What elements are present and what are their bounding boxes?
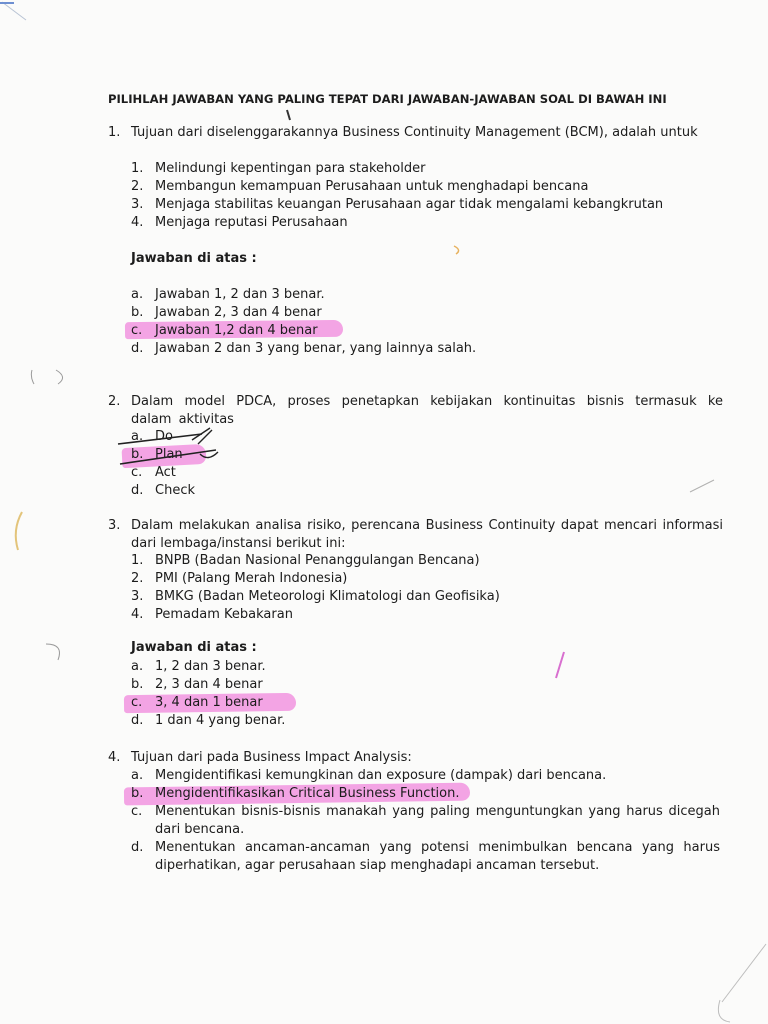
option-c[interactable]: c. Menentukan bisnis-bisnis manakah yang paling menguntungkan yang harus dicegah dari bencana. [131,804,720,837]
question-text: Dalam model PDCA, proses penetapkan kebijakan kontinuitas bisnis termasuk ke dalam aktivitas [131,394,723,427]
question-number: 1. [108,125,121,140]
question-4 [108,749,723,767]
yellow-dot-mark [452,244,464,256]
option-b[interactable]: b. Mengidentifikasikan Critical Business Function. [131,786,460,801]
ink-mark-title [284,108,294,124]
answer-label: Jawaban di atas : [131,251,257,266]
page-title: PILIHLAH JAWABAN YANG PALING TEPAT DARI JAWABAN-JAWABAN SOAL DI BAWAH INI [108,92,667,106]
question-number: 3. [108,518,121,533]
question-1 [108,124,723,142]
pink-mark-right [550,650,570,682]
pen-mark-top-left [0,0,30,24]
question-text: Tujuan dari pada Business Impact Analysis: [131,750,412,765]
yellow-mark-left [8,510,28,552]
question-text: Dalam melakukan analisa risiko, perencana Business Continuity dapat mencari informasi dari lembaga/instansi berikut ini: [131,518,723,551]
question-text: Tujuan dari diselenggarakannya Business Continuity Management (BCM), adalah untuk [131,125,698,140]
strikethrough-scribble [112,424,224,474]
pen-mark-left-2 [40,640,70,664]
pen-mark-bottom-right [704,940,768,1024]
tick-mark-right [688,478,716,494]
question-4-options [131,767,720,875]
question-number: 2. [108,394,121,409]
option-d[interactable]: d. Menentukan ancaman-ancaman yang potensi menimbulkan bencana yang harus diperhatikan, agar perusahaan siap menghadapi ancaman tersebut. [131,840,720,873]
question-number: 4. [108,750,121,765]
question-3 [108,517,723,553]
answer-label: Jawaban di atas : [131,640,257,655]
document-page: PILIHLAH JAWABAN YANG PALING TEPAT DARI JAWABAN-JAWABAN SOAL DI BAWAH INI 1. Tujuan dari diselenggarakannya Business Continuity Management (BCM), adalah untuk 1. Melindungi kepentingan para stakeholder 2. Membangun kemampuan Perusahaan untuk menghadapi bencana 3. Menjaga stabilitas keuangan Perusahaan agar tidak mengalami kebangkrutan 4. Menjaga reputasi Perusahaan Jawaban di atas : a. Jawaban 1, 2 dan 3 benar. b. Jawaban 2, 3 dan 4 benar c. Jawaban 1,2 dan 4 benar d. Jawaban 2 dan 3 yang benar, yang lainnya salah. 2. Dalam model PDCA, proses penetapkan kebijakan kontinuitas bisnis termasuk ke dalam aktivitas a. Do b. Plan c. Act d. Check 3. Dalam melakukan analisa risiko, perencana Business Continuity dapat mencari informasi dari lembaga/instansi berikut ini: 1. BNPB (Badan Nasional Penanggulangan Bencana) 2. PMI (Palang Merah Indonesia) 3. BMKG (Badan Meteorologi Klimatologi dan Geofisika) 4. Pemadam Kebakaran Jawaban di atas : a. 1, 2 dan 3 benar. b. 2, 3 dan 4 benar c. 3, 4 dan 1 benar d. 1 dan 4 yang benar. 4. Tujuan dari pada Business Impact Analysis: a. Mengidentifikasi kemungkinan dan exposure (dampak) dari bencana. b. Mengidentifikasikan Critical Business Function. c. Menentukan bisnis-bisnis manakah yang paling menguntungkan yang harus dicegah dari bencana. d. Menentukan ancaman-ancaman yang potensi menimbulkan bencana yang harus diperhatikan, agar perusahaan siap menghadapi ancaman tersebut. [0,0,768,1024]
option-a[interactable]: a. Mengidentifikasi kemungkinan dan exposure (dampak) dari bencana. [131,768,607,783]
pen-mark-left-1 [28,366,68,388]
